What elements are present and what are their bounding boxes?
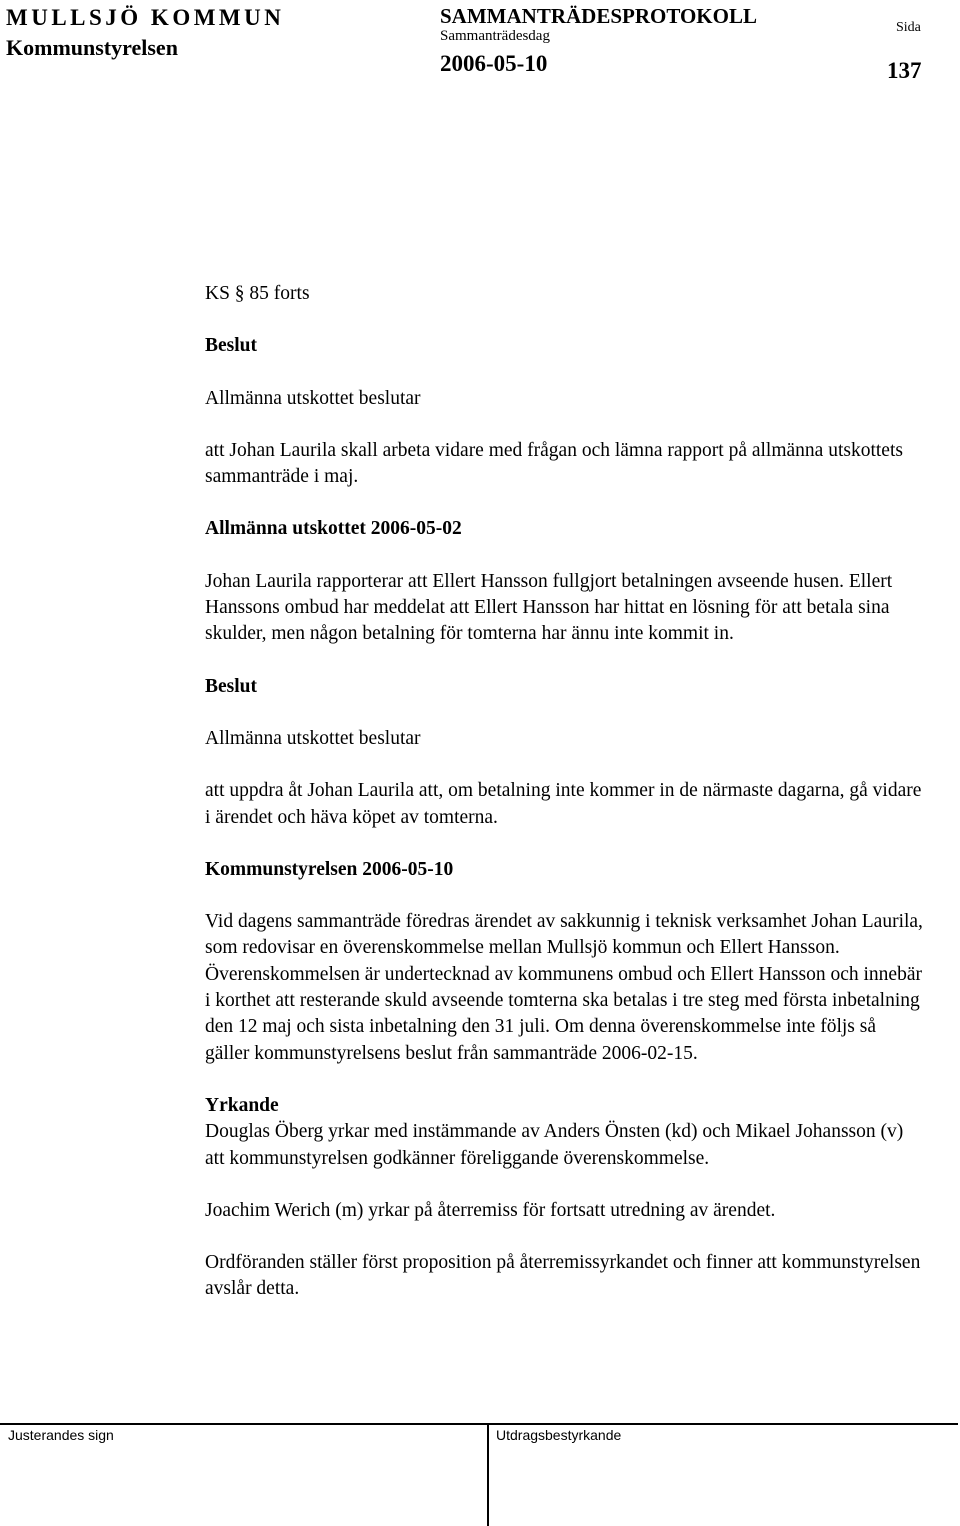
report-paragraph: Johan Laurila rapporterar att Ellert Hansson fullgjort betalningen avseende husen. Ellert Hanssons ombud har meddelat att Ellert Hansson har hittat en lösning för att betala sina skulder, men någon betalning för tomterna har ännu inte kommit in. (205, 570, 893, 645)
committee-decides: Allmänna utskottet beslutar (205, 387, 421, 409)
document-type: SAMMANTRÄDESPROTOKOLL (440, 4, 757, 28)
motion-paragraph: Douglas Öberg yrkar med instämmande av Anders Önsten (kd) och Mikael Johansson (v) att kommunstyrelsen godkänner föreliggande överenskommelse. (205, 1121, 904, 1169)
meeting-date: 2006-05-10 (440, 51, 548, 76)
meeting-date-label: Sammanträdesdag (440, 28, 550, 44)
board-meeting-heading: Kommunstyrelsen 2006-05-10 (205, 858, 454, 880)
extract-certification-label: Utdragsbestyrkande (496, 1427, 622, 1443)
committee-name: Kommunstyrelsen (6, 35, 178, 60)
footer-column-divider (487, 1423, 489, 1526)
proposition-paragraph: Ordföranden ställer först proposition på återremissyrkandet och finner att kommunstyrelsen avslår detta. (205, 1252, 921, 1300)
document-body (205, 281, 925, 1303)
municipality-name: MULLSJÖ KOMMUN (6, 5, 285, 30)
decision-heading: Beslut (205, 675, 258, 697)
adjuster-signature-label: Justerandes sign (8, 1427, 114, 1443)
motion-heading: Yrkande (205, 1094, 279, 1116)
motion-paragraph: Joachim Werich (m) yrkar på återremiss för fortsatt utredning av ärendet. (205, 1199, 776, 1221)
meeting-paragraph: Vid dagens sammanträde föredras ärendet av sakkunnig i teknisk verksamhet Johan Laurila, som redovisar en överenskommelse mellan Mullsjö kommun och Ellert Hansson. Överenskommelsen är undertecknad av kommunens ombud och Ellert Hansson och innebär i korthet att resterande skuld avseende tomterna ska betalas i tre steg med första inbetalning den 12 maj och sista inbetalning den 31 juli. Om denna överenskommelse inte följs så gäller kommunstyrelsens beslut från sammanträde 2006-02-15. (205, 911, 923, 1064)
committee-meeting-heading: Allmänna utskottet 2006-05-02 (205, 518, 462, 540)
section-reference: KS § 85 forts (205, 283, 310, 304)
decision-text: att Johan Laurila skall arbeta vidare med frågan och lämna rapport på allmänna utskottets sammanträde i maj. (205, 439, 903, 488)
page-label: Sida (896, 20, 921, 35)
decision-text: att uppdra åt Johan Laurila att, om betalning inte kommer in de närmaste dagarna, gå vidare i ärendet och häva köpet av tomterna. (205, 780, 922, 828)
committee-decides: Allmänna utskottet beslutar (205, 727, 421, 749)
footer-divider (0, 1423, 958, 1425)
page-number: 137 (887, 58, 922, 83)
decision-heading: Beslut (205, 335, 258, 357)
